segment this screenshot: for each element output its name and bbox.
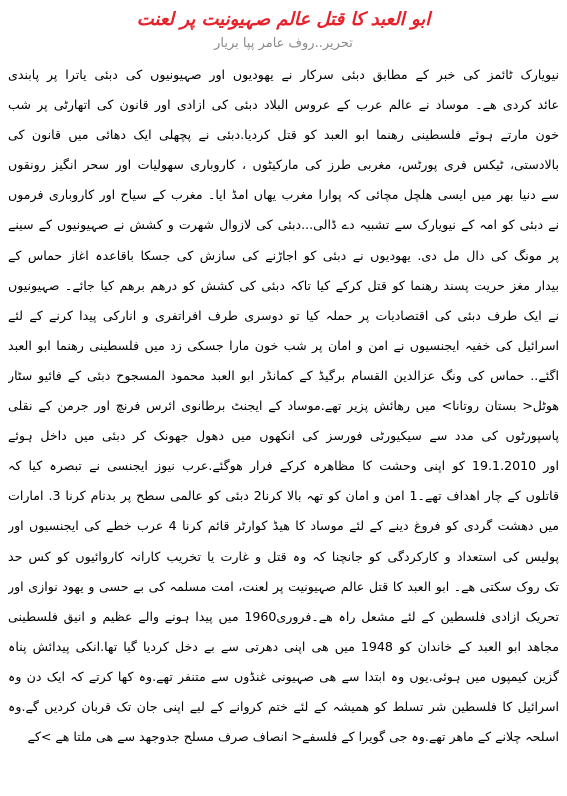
body-line: پر مونگ کی دال مل دی. یھودیوں نے دبئی کو اجاڑنے کی سازش کی جسکا باقاعدہ اغاز حماس کے — [8, 247, 559, 263]
body-line: ھوٹل< بستان روتانا> میں رھائش پزیر تھے.موساد کے ایجنٹ برطانوی ائرس فرنچ اور جرمن کے نقلی — [8, 398, 559, 414]
body-line: قاتلوں کے چار اھداف تھے۔1 امن و امان کو تھہ بالا کرنا2 دبئی کو عالمی سطح پر بدنام کرنا 3. امارات — [8, 488, 559, 504]
body-line: نے ایک طرف دبئی کی اقتصادیات پر حملہ کیا تو دوسری طرف افراتفری و انارکی پیدا کرنے کے لئے — [8, 307, 559, 323]
body-line: اسرائیل کا فلسطین شر تسلط کو ھمیشہ کے لئے ختم کروانے کے لیے اپنی جان تک قربان کردیں گے.وہ — [8, 698, 559, 714]
body-line: مجاھد ابو العبد کے خاندان کو 1948 میں ھی اپنی دھرتی سے بے دخل کردیا گیا تھا.انکی پیدائش پناہ — [8, 638, 559, 654]
article-byline: تحریر..روف عامر پپا بریار — [214, 36, 353, 51]
body-line: اسرائیل کی خفیہ ایجنسیوں نے امن و امان پر شب خون مارا جسکی زد میں فلسطینی رھنما ابو العبد — [8, 337, 559, 353]
body-line: پولیس کی استعداد و کارکردگی کو جانچنا کہ وہ قتل و غارت یا تخریب کارانہ کاروائیوں کو کس حد — [8, 548, 559, 564]
body-line: اگئے.. حماس کی ونگ عزالدین القسام برگیڈ کے کمانڈر ابو العبد محمود المسجوح دبئی کے فائیو سٹار — [8, 367, 559, 383]
article-body — [8, 60, 559, 752]
body-line: گزین کیمپوں میں ہوئی.یوں وہ ابتدا سے ھی صہیونی غنڈوں سے متنفر تھے.وہ کھا کرتے کہ ایک دن وہ — [8, 668, 559, 684]
body-line: اسلحہ چلانے کے ماھر تھے.وہ جی گویرا کے فلسفے< انصاف صرف مسلح جدوجھد سے ھی ملتا ھے >کے — [27, 729, 559, 745]
body-line: اور 19.1.2010 کو اپنی وحشت کا مظاھرہ کرکے فرار ھوگئے.عرب نیوز ایجنسی نے تبصرہ کیا کہ — [8, 458, 559, 474]
body-line: میں دھشت گردی کو فروغ دینے کے لئے موساد کا ھیڈ کوارٹر قائم کرنا 4 عرب خطے کی ایجنسیوں اور — [8, 518, 559, 534]
body-line: بیدار مغز حریت پسند رھنما کو قتل کرکے کیا تاکہ دبئی کی کشش کو درھم برھم کیا جائے۔ صہیونیوں — [8, 277, 559, 293]
body-line: پاسپورٹوں کی مدد سے سیکیورٹی فورسز کی انکھوں میں دھول جھونک کر دبئی میں داخل ہوئے — [8, 428, 559, 444]
body-line: بالادستی، ٹیکس فری پورٹس، مغربی طرز کی مارکیٹوں ، کاروباری سھولیات اور سحر انگیز رونقوں — [8, 157, 559, 173]
body-line: نیویارک ٹائمز کی خبر کے مطابق دبئی سرکار نے یھودیوں اور صہیونیوں کی دبئی یاترا پر پابندی — [8, 67, 559, 82]
body-line: تحریک ازادی فلسطین کے لئے مشعل راہ ھے۔فروری1960 میں پیدا ہونے والے عظیم و انیق فلسطینی — [8, 608, 559, 624]
body-line: خون مارتے ہوئے فلسطینی رھنما ابو العبد کو قتل کردیا.دبئی نے پچھلی ایک دھائی میں قانون کی — [8, 127, 559, 143]
body-line: نے دبئی کو امہ کے نیویارک سے تشبیہ دے ڈالی...دبئی کی لازوال شھرت و کشش نے صہیونیوں کے سینے — [8, 217, 559, 233]
article-title: ابو العبد کا قتل عالم صہیونیت پر لعنت — [136, 9, 431, 30]
body-line: سے دنیا بھر میں ایسی ھلچل مچائی کہ پوارا مغرب یھاں امڈ ایا۔ مغرب کے سیاح اور کاروباری فرموں — [8, 187, 559, 203]
body-line: عائد کردی ھے۔ موساد نے عالم عرب کے عروس البلاد دبئی کی ازادی اور قانون کی اتھارٹی پر شب — [8, 97, 559, 113]
body-line: تک روک سکتی ھے۔ ابو العبد کا قتل عالم صہیونیت پر لعنت، امت مسلمہ کی بے حسی و یھود نوازی اور — [8, 578, 559, 594]
